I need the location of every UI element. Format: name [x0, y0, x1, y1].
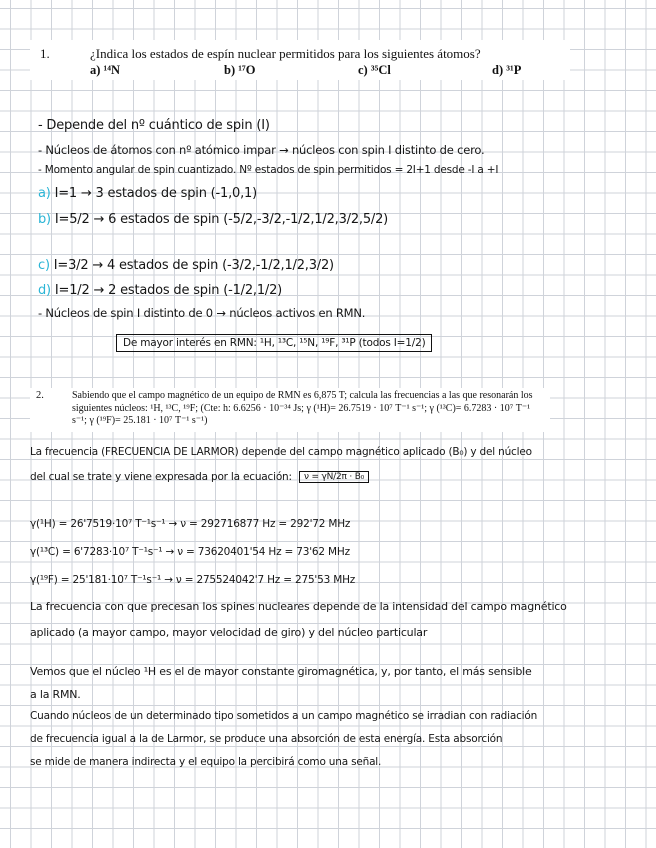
para-2-line-4: de frecuencia igual a la de Larmor, se produce una absorción de esta energía. Esta absorción — [30, 733, 503, 745]
calc-c: γ(¹³C) = 6'7283·10⁷ T⁻¹s⁻¹ → ν = 73620401'54 Hz = 73'62 MHz — [30, 546, 350, 558]
answer-1-item-b — [38, 212, 388, 227]
para-2-line-5: se mide de manera indirecta y el equipo la percibirá como una señal. — [30, 756, 382, 768]
question-2-number: 2. — [36, 390, 44, 401]
option-d: d) ³¹P — [492, 63, 522, 77]
calc-h: γ(¹H) = 26'7519·10⁷ T⁻¹s⁻¹ → ν = 292716877 Hz = 292'72 MHz — [30, 518, 351, 530]
item-c-text: I=3/2 → 4 estados de spin (-3/2,-1/2,1/2,3/2) — [53, 258, 334, 273]
option-c: c) ³⁵Cl — [358, 63, 391, 77]
question-1-text: ¿Indica los estados de espín nuclear permitidos para los siguientes átomos? — [90, 46, 481, 61]
question-1 — [30, 40, 570, 80]
item-c-label: c) — [38, 258, 50, 273]
item-d-label: d) — [38, 283, 51, 298]
answer-1-note: - Núcleos de spin I distinto de 0 → núcleos activos en RMN. — [38, 306, 366, 320]
answer-1-boxed-summary: De mayor interés en RMN: ¹H, ¹³C, ¹⁵N, ¹⁹F, ³¹P (todos I=1/2) — [116, 334, 432, 352]
answer-2-intro-2-text: del cual se trate y viene expresada por la ecuación: — [30, 471, 292, 483]
option-a: a) ¹⁴N — [90, 63, 121, 77]
item-b-text: I=5/2 → 6 estados de spin (-5/2,-3/2,-1/2,1/2,3/2,5/2) — [54, 212, 389, 227]
item-a-text: I=1 → 3 estados de spin (-1,0,1) — [54, 186, 257, 201]
para-2-line-2: a la RMN. — [30, 688, 81, 701]
larmor-formula: ν = γN/2π · B₀ — [299, 471, 369, 483]
question-2-text: Sabiendo que el campo magnético de un equipo de RMN es 6,875 T; calcula las frecuencias a las que resonarán los siguientes núcleos: ¹H, ¹³C, ¹⁹F; (Cte: h: 6.6256 · 10⁻³⁴ Js; γ (¹H)= 26.7519 · 10⁷ T⁻¹ s⁻¹; γ (¹³C)= 6.7283 · 10⁷ T⁻¹ s⁻¹; γ (¹⁹F)= 25.181 · 10⁷ T⁻¹ s⁻¹) — [72, 390, 533, 426]
answer-1-item-a — [38, 186, 257, 201]
calc-f: γ(¹⁹F) = 25'181·10⁷ T⁻¹s⁻¹ → ν = 275524042'7 Hz = 275'53 MHz — [30, 574, 356, 586]
para-1-line-1: La frecuencia con que precesan los spines nucleares depende de la intensidad del campo magnético — [30, 600, 567, 613]
para-2-line-1: Vemos que el núcleo ¹H es el de mayor constante giromagnética, y, por tanto, el más sensible — [30, 665, 532, 678]
answer-1-line-3: - Momento angular de spin cuantizado. Nº estados de spin permitidos = 2I+1 desde -I a +I — [38, 164, 499, 176]
answer-1-line-2: - Núcleos de átomos con nº atómico impar → núcleos con spin I distinto de cero. — [38, 143, 485, 157]
question-1-number: 1. — [40, 46, 50, 61]
para-2-line-3: Cuando núcleos de un determinado tipo sometidos a un campo magnético se irradian con radiación — [30, 710, 538, 722]
item-d-text: I=1/2 → 2 estados de spin (-1/2,1/2) — [54, 283, 283, 298]
answer-1-item-c — [38, 258, 334, 273]
answer-1-line-1: - Depende del nº cuántico de spin (I) — [38, 118, 270, 133]
question-1-options — [90, 63, 626, 78]
option-b: b) ¹⁷O — [224, 63, 256, 77]
item-a-label: a) — [38, 186, 51, 201]
item-b-label: b) — [38, 212, 51, 227]
answer-1-item-d — [38, 283, 282, 298]
answer-2-intro-2 — [30, 471, 369, 483]
para-1-line-2: aplicado (a mayor campo, mayor velocidad de giro) y del núcleo particular — [30, 626, 428, 639]
answer-2-intro-1: La frecuencia (FRECUENCIA DE LARMOR) depende del campo magnético aplicado (B₀) y del núcleo — [30, 446, 532, 458]
question-2 — [30, 388, 550, 432]
